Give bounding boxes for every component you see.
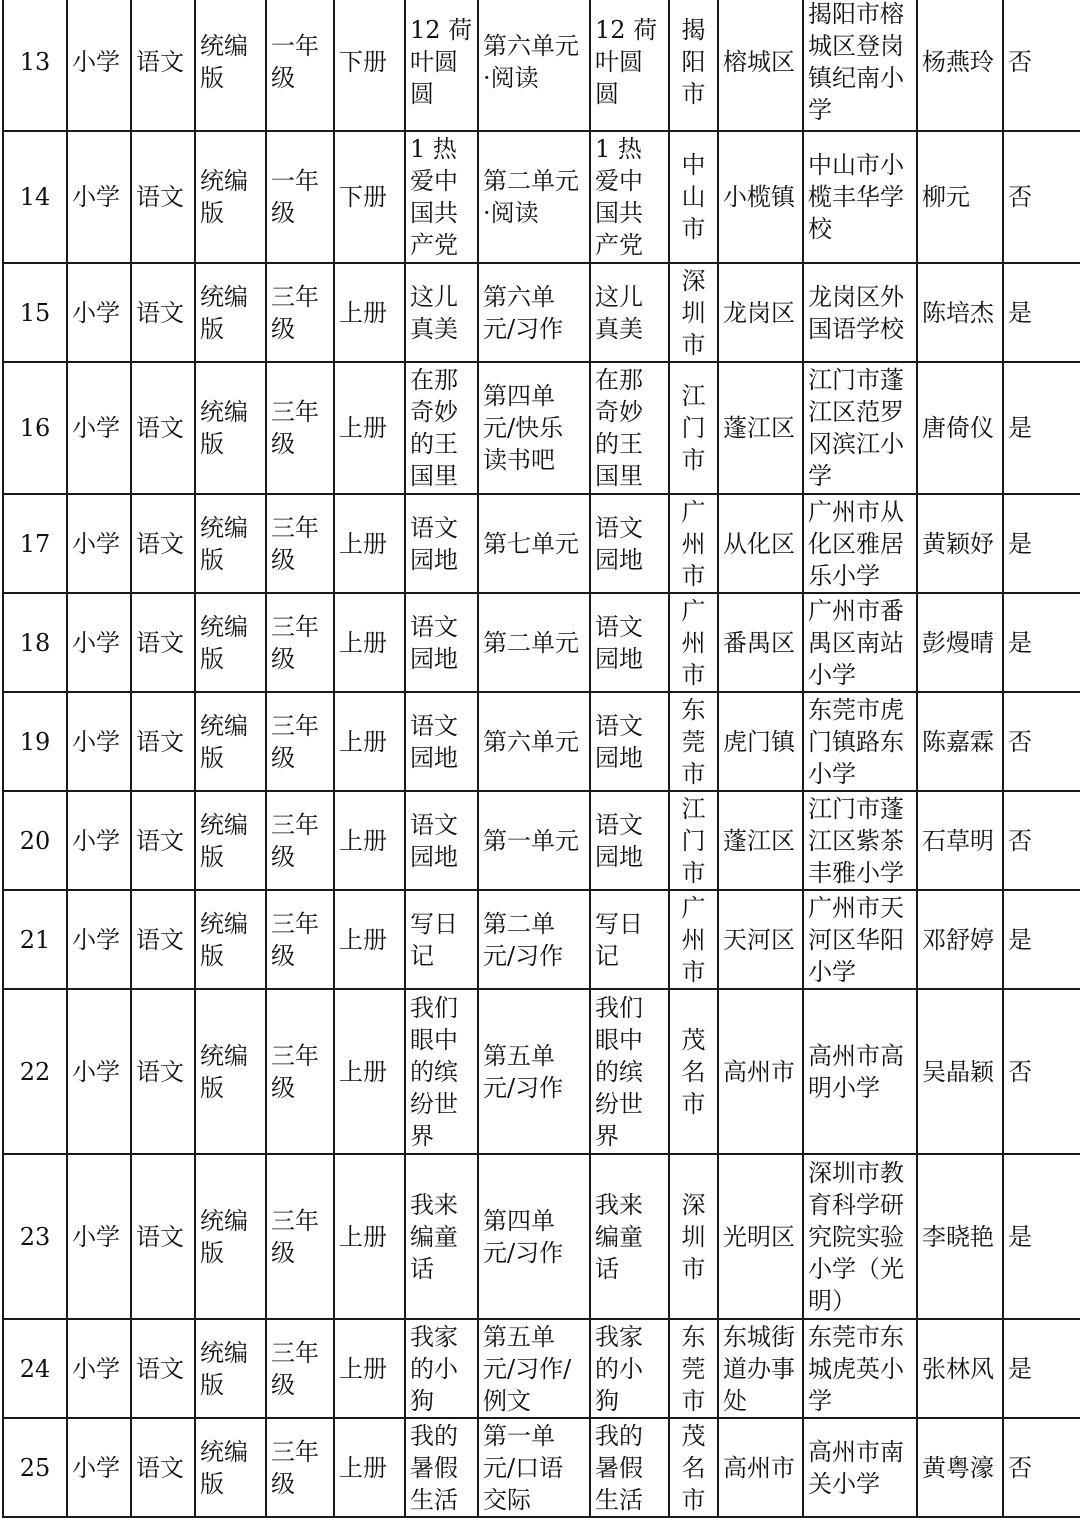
cell-textbook-edition: 统编版: [195, 1154, 266, 1319]
cell-school-level: 小学: [67, 131, 131, 263]
cell-city: 深圳市: [669, 263, 718, 362]
cell-textbook-edition: 统编版: [195, 890, 266, 989]
cell-row-number: 16: [3, 362, 67, 494]
cell-textbook-edition: 统编版: [195, 494, 266, 593]
cell-lesson-title: 我来编童话: [405, 1154, 478, 1319]
cell-subject: 语文: [131, 593, 195, 692]
cell-volume: 上册: [334, 263, 405, 362]
cell-textbook-edition: 统编版: [195, 1418, 266, 1517]
cell-teacher-name: 陈培杰: [917, 263, 1003, 362]
cell-school-name: 深圳市教育科学研究院实验小学（光明）: [803, 1154, 917, 1319]
cell-flag: 否: [1003, 692, 1080, 791]
table-row: [3, 1319, 1080, 1418]
cell-topic: 语文园地: [590, 692, 669, 791]
table-row: [3, 1154, 1080, 1319]
cell-grade: 三年级: [266, 1418, 334, 1517]
cell-grade: 三年级: [266, 263, 334, 362]
table-row: [3, 1418, 1080, 1517]
cell-volume: 上册: [334, 989, 405, 1154]
cell-grade: 三年级: [266, 494, 334, 593]
cell-city: 东莞市: [669, 692, 718, 791]
cell-teacher-name: 彭熳晴: [917, 593, 1003, 692]
table-row: [3, 494, 1080, 593]
cell-textbook-edition: 统编版: [195, 1319, 266, 1418]
cell-subject: 语文: [131, 131, 195, 263]
cell-flag: 是: [1003, 1154, 1080, 1319]
cell-grade: 三年级: [266, 890, 334, 989]
cell-topic: 1 热爱中国共产党: [590, 131, 669, 263]
cell-row-number: 13: [3, 0, 67, 131]
cell-row-number: 24: [3, 1319, 67, 1418]
cell-topic: 在那奇妙的王国里: [590, 362, 669, 494]
cell-district: 榕城区: [718, 0, 803, 131]
cell-lesson-title: 1 热爱中国共产党: [405, 131, 478, 263]
cell-topic: 我们眼中的缤纷世界: [590, 989, 669, 1154]
cell-subject: 语文: [131, 1319, 195, 1418]
cell-volume: 上册: [334, 791, 405, 890]
cell-school-name: 江门市蓬江区范罗冈滨江小学: [803, 362, 917, 494]
cell-topic: 我家的小狗: [590, 1319, 669, 1418]
cell-volume: 上册: [334, 1319, 405, 1418]
cell-school-level: 小学: [67, 1319, 131, 1418]
cell-lesson-title: 12 荷叶圆圆: [405, 0, 478, 131]
cell-subject: 语文: [131, 692, 195, 791]
cell-flag: 是: [1003, 890, 1080, 989]
cell-volume: 上册: [334, 1154, 405, 1319]
cell-topic: 这儿真美: [590, 263, 669, 362]
cell-district: 从化区: [718, 494, 803, 593]
cell-textbook-edition: 统编版: [195, 989, 266, 1154]
cell-lesson-title: 语文园地: [405, 494, 478, 593]
cell-city: 茂名市: [669, 1418, 718, 1517]
cell-teacher-name: 陈嘉霖: [917, 692, 1003, 791]
cell-grade: 三年级: [266, 791, 334, 890]
cell-city: 深圳市: [669, 1154, 718, 1319]
cell-district: 高州市: [718, 989, 803, 1154]
cell-subject: 语文: [131, 989, 195, 1154]
cell-city: 东莞市: [669, 1319, 718, 1418]
cell-district: 高州市: [718, 1418, 803, 1517]
cell-district: 蓬江区: [718, 791, 803, 890]
table-row: [3, 890, 1080, 989]
cell-unit: 第二单元·阅读: [478, 131, 590, 263]
cell-subject: 语文: [131, 1154, 195, 1319]
cell-subject: 语文: [131, 494, 195, 593]
cell-teacher-name: 柳元: [917, 131, 1003, 263]
cell-district: 小榄镇: [718, 131, 803, 263]
table-row: [3, 131, 1080, 263]
cell-topic: 我的暑假生活: [590, 1418, 669, 1517]
cell-lesson-title: 这儿真美: [405, 263, 478, 362]
cell-volume: 上册: [334, 494, 405, 593]
cell-unit: 第四单元/快乐读书吧: [478, 362, 590, 494]
cell-flag: 否: [1003, 1418, 1080, 1517]
cell-volume: 上册: [334, 692, 405, 791]
cell-teacher-name: 唐倚仪: [917, 362, 1003, 494]
cell-flag: 是: [1003, 593, 1080, 692]
cell-textbook-edition: 统编版: [195, 0, 266, 131]
cell-unit: 第六单元: [478, 692, 590, 791]
cell-school-name: 广州市从化区雅居乐小学: [803, 494, 917, 593]
cell-flag: 是: [1003, 362, 1080, 494]
cell-flag: 否: [1003, 131, 1080, 263]
cell-teacher-name: 邓舒婷: [917, 890, 1003, 989]
cell-grade: 一年级: [266, 131, 334, 263]
cell-city: 广州市: [669, 890, 718, 989]
cell-grade: 三年级: [266, 692, 334, 791]
cell-school-level: 小学: [67, 989, 131, 1154]
cell-teacher-name: 张林风: [917, 1319, 1003, 1418]
cell-lesson-title: 语文园地: [405, 692, 478, 791]
table-row: [3, 692, 1080, 791]
cell-lesson-title: 语文园地: [405, 791, 478, 890]
cell-textbook-edition: 统编版: [195, 593, 266, 692]
cell-subject: 语文: [131, 1418, 195, 1517]
cell-city: 中山市: [669, 131, 718, 263]
table-row: [3, 989, 1080, 1154]
cell-textbook-edition: 统编版: [195, 362, 266, 494]
table-row: [3, 593, 1080, 692]
cell-grade: 一年级: [266, 0, 334, 131]
cell-school-name: 东莞市虎门镇路东小学: [803, 692, 917, 791]
cell-unit: 第七单元: [478, 494, 590, 593]
cell-flag: 否: [1003, 791, 1080, 890]
cell-volume: 下册: [334, 131, 405, 263]
cell-topic: 我来编童话: [590, 1154, 669, 1319]
cell-volume: 下册: [334, 0, 405, 131]
cell-topic: 语文园地: [590, 494, 669, 593]
cell-lesson-title: 写日记: [405, 890, 478, 989]
cell-city: 江门市: [669, 362, 718, 494]
cell-row-number: 25: [3, 1418, 67, 1517]
cell-row-number: 21: [3, 890, 67, 989]
cell-row-number: 23: [3, 1154, 67, 1319]
cell-lesson-title: 我家的小狗: [405, 1319, 478, 1418]
cell-volume: 上册: [334, 890, 405, 989]
cell-school-level: 小学: [67, 1154, 131, 1319]
cell-grade: 三年级: [266, 362, 334, 494]
cell-school-level: 小学: [67, 890, 131, 989]
cell-lesson-title: 我的暑假生活: [405, 1418, 478, 1517]
cell-lesson-title: 在那奇妙的王国里: [405, 362, 478, 494]
table-row: [3, 263, 1080, 362]
cell-flag: 是: [1003, 494, 1080, 593]
cell-flag: 是: [1003, 263, 1080, 362]
cell-teacher-name: 吴晶颖: [917, 989, 1003, 1154]
cell-teacher-name: 杨燕玲: [917, 0, 1003, 131]
cell-grade: 三年级: [266, 1154, 334, 1319]
cell-school-level: 小学: [67, 1418, 131, 1517]
cell-school-level: 小学: [67, 791, 131, 890]
cell-unit: 第一单元/口语交际: [478, 1418, 590, 1517]
cell-textbook-edition: 统编版: [195, 692, 266, 791]
cell-lesson-title: 语文园地: [405, 593, 478, 692]
cell-teacher-name: 石草明: [917, 791, 1003, 890]
cell-row-number: 14: [3, 131, 67, 263]
cell-school-name: 广州市番禺区南站小学: [803, 593, 917, 692]
cell-topic: 写日记: [590, 890, 669, 989]
cell-unit: 第二单元: [478, 593, 590, 692]
cell-flag: 否: [1003, 0, 1080, 131]
cell-subject: 语文: [131, 263, 195, 362]
cell-volume: 上册: [334, 593, 405, 692]
cell-unit: 第一单元: [478, 791, 590, 890]
cell-lesson-title: 我们眼中的缤纷世界: [405, 989, 478, 1154]
cell-teacher-name: 黄粤濠: [917, 1418, 1003, 1517]
cell-row-number: 17: [3, 494, 67, 593]
cell-school-name: 江门市蓬江区紫茶丰雅小学: [803, 791, 917, 890]
cell-school-level: 小学: [67, 692, 131, 791]
cell-school-level: 小学: [67, 0, 131, 131]
cell-city: 揭阳市: [669, 0, 718, 131]
cell-row-number: 22: [3, 989, 67, 1154]
cell-volume: 上册: [334, 362, 405, 494]
cell-district: 天河区: [718, 890, 803, 989]
cell-school-level: 小学: [67, 494, 131, 593]
cell-row-number: 20: [3, 791, 67, 890]
cell-school-name: 揭阳市榕城区登岗镇纪南小学: [803, 0, 917, 131]
course-table: [2, 0, 1080, 1518]
cell-grade: 三年级: [266, 989, 334, 1154]
cell-city: 茂名市: [669, 989, 718, 1154]
cell-row-number: 19: [3, 692, 67, 791]
cell-district: 东城街道办事处: [718, 1319, 803, 1418]
cell-unit: 第二单元/习作: [478, 890, 590, 989]
table-row: [3, 362, 1080, 494]
cell-school-level: 小学: [67, 362, 131, 494]
cell-school-name: 高州市南关小学: [803, 1418, 917, 1517]
cell-school-name: 东莞市东城虎英小学: [803, 1319, 917, 1418]
cell-unit: 第六单元/习作: [478, 263, 590, 362]
cell-textbook-edition: 统编版: [195, 263, 266, 362]
cell-flag: 是: [1003, 1319, 1080, 1418]
cell-topic: 12 荷叶圆圆: [590, 0, 669, 131]
cell-school-level: 小学: [67, 593, 131, 692]
cell-district: 番禺区: [718, 593, 803, 692]
cell-subject: 语文: [131, 362, 195, 494]
cell-textbook-edition: 统编版: [195, 791, 266, 890]
cell-flag: 否: [1003, 989, 1080, 1154]
cell-school-name: 广州市天河区华阳小学: [803, 890, 917, 989]
cell-subject: 语文: [131, 890, 195, 989]
cell-teacher-name: 李晓艳: [917, 1154, 1003, 1319]
cell-school-name: 高州市高明小学: [803, 989, 917, 1154]
cell-subject: 语文: [131, 791, 195, 890]
cell-district: 虎门镇: [718, 692, 803, 791]
cell-city: 江门市: [669, 791, 718, 890]
cell-topic: 语文园地: [590, 791, 669, 890]
cell-unit: 第五单元/习作: [478, 989, 590, 1154]
table-row: [3, 791, 1080, 890]
cell-grade: 三年级: [266, 1319, 334, 1418]
cell-city: 广州市: [669, 593, 718, 692]
cell-unit: 第四单元/习作: [478, 1154, 590, 1319]
cell-row-number: 18: [3, 593, 67, 692]
cell-textbook-edition: 统编版: [195, 131, 266, 263]
cell-district: 龙岗区: [718, 263, 803, 362]
cell-teacher-name: 黄颖妤: [917, 494, 1003, 593]
cell-school-level: 小学: [67, 263, 131, 362]
cell-volume: 上册: [334, 1418, 405, 1517]
cell-district: 光明区: [718, 1154, 803, 1319]
cell-subject: 语文: [131, 0, 195, 131]
cell-school-name: 中山市小榄丰华学校: [803, 131, 917, 263]
table-row: [3, 0, 1080, 131]
cell-city: 广州市: [669, 494, 718, 593]
cell-grade: 三年级: [266, 593, 334, 692]
cell-unit: 第六单元·阅读: [478, 0, 590, 131]
cell-district: 蓬江区: [718, 362, 803, 494]
cell-unit: 第五单元/习作/例文: [478, 1319, 590, 1418]
cell-topic: 语文园地: [590, 593, 669, 692]
cell-row-number: 15: [3, 263, 67, 362]
cell-school-name: 龙岗区外国语学校: [803, 263, 917, 362]
